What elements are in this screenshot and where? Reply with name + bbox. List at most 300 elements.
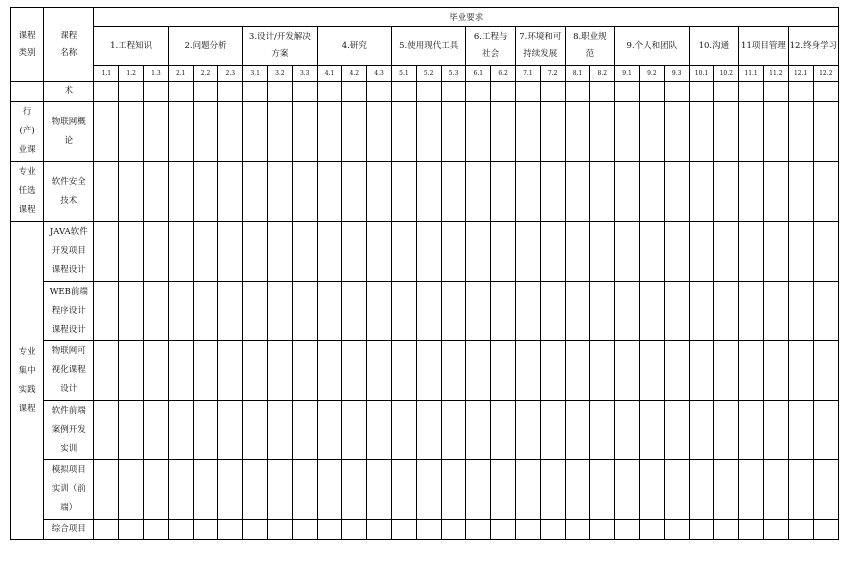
matrix-cell — [615, 341, 640, 401]
matrix-cell — [491, 401, 516, 460]
matrix-cell — [714, 162, 739, 222]
matrix-cell — [788, 102, 813, 162]
matrix-cell — [739, 222, 764, 282]
matrix-cell — [218, 520, 243, 540]
matrix-cell — [565, 520, 590, 540]
matrix-cell — [466, 282, 491, 341]
matrix-cell — [441, 401, 466, 460]
matrix-cell — [565, 162, 590, 222]
matrix-cell — [813, 162, 838, 222]
matrix-cell — [243, 282, 268, 341]
matrix-cell — [664, 460, 689, 520]
course-name: WEB前端 程序设计 课程设计 — [44, 282, 94, 341]
requirement-sub-header: 11.1 — [739, 66, 764, 82]
matrix-cell — [466, 341, 491, 401]
requirement-group-header: 12.终身学习 — [788, 27, 838, 66]
matrix-cell — [292, 102, 317, 162]
matrix-cell — [292, 282, 317, 341]
matrix-cell — [367, 102, 392, 162]
requirement-sub-header: 6.2 — [491, 66, 516, 82]
header-row-groups — [11, 27, 839, 66]
matrix-cell — [416, 162, 441, 222]
matrix-cell — [813, 282, 838, 341]
matrix-cell — [515, 520, 540, 540]
matrix-cell — [416, 282, 441, 341]
requirement-group-header: 10.沟通 — [689, 27, 739, 66]
matrix-cell — [416, 341, 441, 401]
matrix-cell — [664, 401, 689, 460]
requirement-sub-header: 12.1 — [788, 66, 813, 82]
matrix-cell — [664, 222, 689, 282]
matrix-cell — [119, 520, 144, 540]
matrix-cell — [342, 341, 367, 401]
matrix-cell — [243, 162, 268, 222]
graduation-requirements-matrix — [10, 7, 839, 540]
matrix-cell — [813, 520, 838, 540]
course-category — [11, 82, 44, 102]
matrix-cell — [367, 282, 392, 341]
matrix-cell — [714, 401, 739, 460]
matrix-cell — [763, 162, 788, 222]
matrix-cell — [367, 341, 392, 401]
matrix-cell — [689, 282, 714, 341]
matrix-cell — [218, 282, 243, 341]
requirement-sub-header: 7.1 — [515, 66, 540, 82]
matrix-cell — [590, 222, 615, 282]
matrix-cell — [119, 401, 144, 460]
matrix-cell — [94, 341, 119, 401]
matrix-cell — [367, 520, 392, 540]
matrix-cell — [441, 520, 466, 540]
matrix-cell — [615, 222, 640, 282]
matrix-cell — [292, 460, 317, 520]
matrix-cell — [441, 82, 466, 102]
matrix-cell — [144, 222, 169, 282]
matrix-cell — [416, 401, 441, 460]
matrix-cell — [739, 102, 764, 162]
matrix-cell — [615, 460, 640, 520]
matrix-cell — [590, 460, 615, 520]
matrix-cell — [342, 401, 367, 460]
matrix-cell — [590, 82, 615, 102]
matrix-cell — [94, 282, 119, 341]
matrix-cell — [664, 520, 689, 540]
matrix-cell — [144, 162, 169, 222]
matrix-cell — [689, 162, 714, 222]
matrix-cell — [540, 82, 565, 102]
matrix-cell — [763, 341, 788, 401]
matrix-cell — [590, 341, 615, 401]
requirement-group-header: 7.环境和可 持续发展 — [515, 27, 565, 66]
matrix-cell — [590, 401, 615, 460]
matrix-cell — [317, 341, 342, 401]
matrix-cell — [144, 102, 169, 162]
matrix-cell — [788, 520, 813, 540]
matrix-cell — [268, 341, 293, 401]
course-name: 模拟项目 实训（前 端） — [44, 460, 94, 520]
matrix-cell — [317, 162, 342, 222]
matrix-cell — [367, 460, 392, 520]
matrix-cell — [714, 102, 739, 162]
matrix-cell — [615, 162, 640, 222]
course-row — [11, 222, 839, 282]
matrix-cell — [292, 162, 317, 222]
course-name: 术 — [44, 82, 94, 102]
matrix-cell — [193, 162, 218, 222]
matrix-cell — [763, 222, 788, 282]
requirement-sub-header: 2.1 — [168, 66, 193, 82]
matrix-cell — [268, 162, 293, 222]
matrix-cell — [317, 102, 342, 162]
requirement-sub-header: 8.1 — [565, 66, 590, 82]
matrix-cell — [193, 82, 218, 102]
matrix-cell — [639, 162, 664, 222]
course-row — [11, 282, 839, 341]
matrix-cell — [763, 460, 788, 520]
matrix-cell — [813, 460, 838, 520]
matrix-cell — [565, 341, 590, 401]
matrix-cell — [317, 401, 342, 460]
matrix-cell — [119, 222, 144, 282]
matrix-cell — [540, 102, 565, 162]
matrix-cell — [565, 82, 590, 102]
matrix-cell — [788, 401, 813, 460]
matrix-cell — [168, 282, 193, 341]
matrix-cell — [788, 162, 813, 222]
matrix-cell — [763, 82, 788, 102]
matrix-cell — [739, 82, 764, 102]
matrix-cell — [813, 102, 838, 162]
matrix-cell — [565, 460, 590, 520]
matrix-cell — [193, 460, 218, 520]
matrix-cell — [739, 341, 764, 401]
matrix-cell — [292, 222, 317, 282]
matrix-cell — [94, 162, 119, 222]
matrix-cell — [268, 520, 293, 540]
matrix-cell — [218, 222, 243, 282]
matrix-cell — [292, 82, 317, 102]
matrix-cell — [515, 102, 540, 162]
matrix-cell — [788, 222, 813, 282]
matrix-cell — [639, 222, 664, 282]
course-row — [11, 82, 839, 102]
matrix-cell — [243, 82, 268, 102]
matrix-cell — [392, 162, 417, 222]
requirement-sub-header: 3.2 — [268, 66, 293, 82]
matrix-cell — [416, 222, 441, 282]
requirement-sub-header: 4.2 — [342, 66, 367, 82]
matrix-cell — [714, 282, 739, 341]
matrix-cell — [193, 341, 218, 401]
matrix-cell — [168, 520, 193, 540]
course-row — [11, 162, 839, 222]
matrix-cell — [168, 162, 193, 222]
matrix-cell — [639, 401, 664, 460]
matrix-cell — [342, 102, 367, 162]
matrix-cell — [268, 102, 293, 162]
matrix-cell — [491, 460, 516, 520]
matrix-cell — [144, 82, 169, 102]
matrix-cell — [243, 222, 268, 282]
matrix-cell — [367, 82, 392, 102]
matrix-cell — [466, 162, 491, 222]
matrix-cell — [119, 460, 144, 520]
matrix-cell — [540, 282, 565, 341]
requirement-sub-header: 10.1 — [689, 66, 714, 82]
requirement-sub-header: 1.1 — [94, 66, 119, 82]
course-name: 综合项目 — [44, 520, 94, 540]
matrix-cell — [317, 82, 342, 102]
matrix-cell — [714, 222, 739, 282]
matrix-cell — [268, 222, 293, 282]
matrix-cell — [714, 82, 739, 102]
matrix-cell — [739, 401, 764, 460]
matrix-cell — [664, 102, 689, 162]
matrix-cell — [540, 341, 565, 401]
course-name: 物联网可 视化课程 设计 — [44, 341, 94, 401]
matrix-cell — [689, 460, 714, 520]
matrix-cell — [590, 282, 615, 341]
matrix-cell — [119, 341, 144, 401]
matrix-cell — [615, 520, 640, 540]
matrix-cell — [218, 341, 243, 401]
matrix-cell — [94, 520, 119, 540]
graduation-requirements-title: 毕业要求 — [94, 8, 839, 27]
col-category-header: 课程 类别 — [11, 8, 44, 82]
matrix-cell — [788, 341, 813, 401]
matrix-cell — [144, 520, 169, 540]
requirement-sub-header: 2.3 — [218, 66, 243, 82]
matrix-cell — [193, 401, 218, 460]
requirement-sub-header: 4.3 — [367, 66, 392, 82]
course-matrix-page — [10, 7, 839, 540]
matrix-cell — [565, 282, 590, 341]
matrix-cell — [491, 102, 516, 162]
matrix-cell — [119, 102, 144, 162]
requirement-sub-header: 3.1 — [243, 66, 268, 82]
matrix-cell — [392, 401, 417, 460]
matrix-cell — [639, 341, 664, 401]
matrix-cell — [788, 282, 813, 341]
matrix-cell — [243, 102, 268, 162]
matrix-cell — [466, 82, 491, 102]
matrix-cell — [292, 520, 317, 540]
matrix-cell — [218, 162, 243, 222]
matrix-cell — [664, 282, 689, 341]
matrix-cell — [193, 102, 218, 162]
matrix-cell — [342, 162, 367, 222]
matrix-cell — [218, 401, 243, 460]
matrix-cell — [615, 401, 640, 460]
matrix-cell — [491, 82, 516, 102]
matrix-cell — [367, 222, 392, 282]
matrix-cell — [392, 222, 417, 282]
matrix-cell — [466, 401, 491, 460]
matrix-cell — [441, 222, 466, 282]
matrix-cell — [218, 82, 243, 102]
matrix-cell — [144, 460, 169, 520]
matrix-cell — [540, 460, 565, 520]
matrix-cell — [292, 341, 317, 401]
course-name: 物联网概 论 — [44, 102, 94, 162]
requirement-sub-header: 5.2 — [416, 66, 441, 82]
matrix-cell — [491, 162, 516, 222]
requirement-sub-header: 1.2 — [119, 66, 144, 82]
matrix-cell — [515, 341, 540, 401]
matrix-cell — [466, 222, 491, 282]
matrix-cell — [515, 222, 540, 282]
matrix-cell — [639, 102, 664, 162]
matrix-cell — [268, 401, 293, 460]
matrix-cell — [94, 222, 119, 282]
matrix-cell — [540, 520, 565, 540]
matrix-cell — [168, 222, 193, 282]
matrix-cell — [664, 82, 689, 102]
matrix-cell — [416, 82, 441, 102]
matrix-cell — [788, 460, 813, 520]
matrix-cell — [317, 460, 342, 520]
requirement-sub-header: 1.3 — [144, 66, 169, 82]
matrix-cell — [416, 460, 441, 520]
matrix-cell — [392, 520, 417, 540]
matrix-cell — [515, 460, 540, 520]
requirement-group-header: 4.研究 — [317, 27, 391, 66]
matrix-cell — [491, 282, 516, 341]
requirement-group-header: 9.个人和团队 — [615, 27, 689, 66]
matrix-cell — [168, 460, 193, 520]
matrix-cell — [565, 102, 590, 162]
matrix-cell — [168, 401, 193, 460]
matrix-cell — [243, 460, 268, 520]
matrix-cell — [218, 460, 243, 520]
matrix-cell — [763, 401, 788, 460]
matrix-cell — [540, 401, 565, 460]
matrix-cell — [367, 401, 392, 460]
course-category: 行 (产) 业课 — [11, 102, 44, 162]
matrix-cell — [466, 460, 491, 520]
matrix-cell — [763, 102, 788, 162]
matrix-cell — [565, 222, 590, 282]
header-row-subs — [11, 66, 839, 82]
course-row — [11, 401, 839, 460]
requirement-group-header: 8.职业规 范 — [565, 27, 615, 66]
requirement-group-header: 6.工程与 社会 — [466, 27, 516, 66]
course-name: 软件安全 技术 — [44, 162, 94, 222]
matrix-cell — [466, 520, 491, 540]
matrix-cell — [268, 460, 293, 520]
matrix-cell — [119, 282, 144, 341]
course-name: 软件前端 案例开发 实训 — [44, 401, 94, 460]
matrix-cell — [689, 520, 714, 540]
requirement-sub-header: 12.2 — [813, 66, 838, 82]
matrix-cell — [491, 222, 516, 282]
matrix-cell — [441, 341, 466, 401]
requirement-group-header: 2.问题分析 — [168, 27, 242, 66]
matrix-cell — [714, 460, 739, 520]
requirement-sub-header: 5.3 — [441, 66, 466, 82]
requirement-sub-header: 2.2 — [193, 66, 218, 82]
requirement-sub-header: 9.3 — [664, 66, 689, 82]
requirement-sub-header: 7.2 — [540, 66, 565, 82]
matrix-cell — [144, 341, 169, 401]
matrix-cell — [268, 82, 293, 102]
matrix-cell — [491, 341, 516, 401]
matrix-cell — [317, 222, 342, 282]
matrix-cell — [689, 82, 714, 102]
matrix-cell — [218, 102, 243, 162]
matrix-cell — [788, 82, 813, 102]
matrix-cell — [168, 82, 193, 102]
matrix-cell — [515, 82, 540, 102]
matrix-cell — [590, 162, 615, 222]
matrix-cell — [813, 341, 838, 401]
matrix-cell — [540, 222, 565, 282]
matrix-cell — [243, 401, 268, 460]
matrix-cell — [739, 460, 764, 520]
requirement-group-header: 3.设计/开发解决 方案 — [243, 27, 317, 66]
requirement-sub-header: 8.2 — [590, 66, 615, 82]
matrix-cell — [441, 282, 466, 341]
requirement-sub-header: 9.2 — [639, 66, 664, 82]
matrix-cell — [342, 460, 367, 520]
matrix-cell — [813, 222, 838, 282]
matrix-cell — [639, 460, 664, 520]
matrix-cell — [416, 102, 441, 162]
requirement-sub-header: 4.1 — [317, 66, 342, 82]
requirement-sub-header: 11.2 — [763, 66, 788, 82]
matrix-cell — [689, 222, 714, 282]
course-category: 专业 集中 实践 课程 — [11, 222, 44, 540]
matrix-cell — [367, 162, 392, 222]
matrix-cell — [739, 282, 764, 341]
matrix-cell — [441, 102, 466, 162]
matrix-cell — [243, 520, 268, 540]
requirement-sub-header: 3.3 — [292, 66, 317, 82]
matrix-cell — [94, 401, 119, 460]
requirement-group-header: 1.工程知识 — [94, 27, 168, 66]
matrix-cell — [714, 341, 739, 401]
matrix-cell — [515, 282, 540, 341]
matrix-cell — [515, 401, 540, 460]
matrix-cell — [813, 401, 838, 460]
matrix-cell — [342, 282, 367, 341]
course-row — [11, 341, 839, 401]
matrix-cell — [342, 82, 367, 102]
matrix-cell — [714, 520, 739, 540]
matrix-cell — [193, 520, 218, 540]
matrix-cell — [392, 460, 417, 520]
course-row — [11, 102, 839, 162]
matrix-cell — [392, 282, 417, 341]
matrix-cell — [144, 282, 169, 341]
matrix-cell — [689, 341, 714, 401]
matrix-cell — [94, 460, 119, 520]
requirement-sub-header: 9.1 — [615, 66, 640, 82]
matrix-cell — [689, 102, 714, 162]
matrix-cell — [763, 282, 788, 341]
matrix-cell — [317, 520, 342, 540]
matrix-cell — [639, 520, 664, 540]
matrix-cell — [739, 520, 764, 540]
header-row-top — [11, 8, 839, 27]
matrix-cell — [615, 282, 640, 341]
matrix-cell — [94, 102, 119, 162]
requirement-group-header: 5.使用现代工具 — [392, 27, 466, 66]
matrix-cell — [540, 162, 565, 222]
matrix-cell — [317, 282, 342, 341]
matrix-cell — [342, 520, 367, 540]
matrix-cell — [416, 520, 441, 540]
